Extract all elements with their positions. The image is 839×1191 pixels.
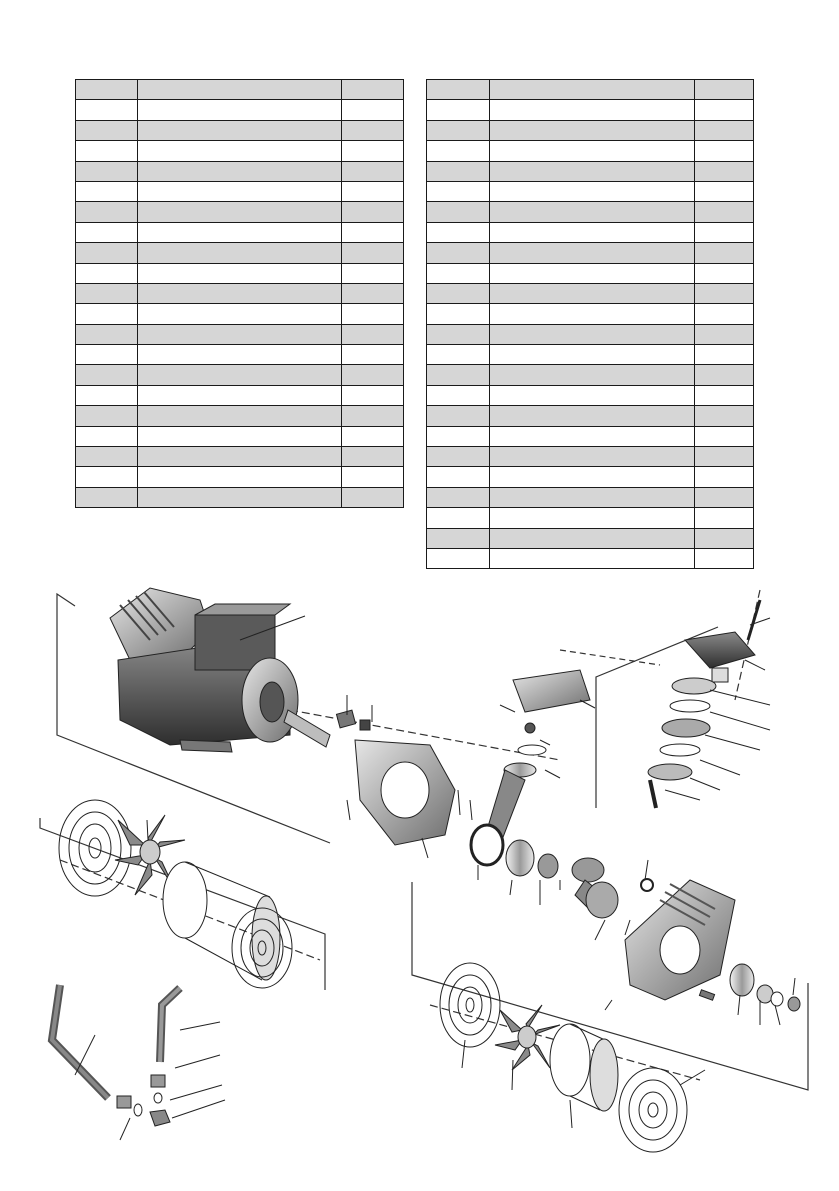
fan-guard-right-rear	[619, 1068, 687, 1152]
shroud-right	[550, 1024, 618, 1111]
fan-guard-right-front	[440, 963, 500, 1047]
fan-assembly-left	[59, 800, 292, 988]
shroud-left	[163, 862, 280, 980]
crankcase-front	[336, 710, 455, 845]
outlet-tubes	[52, 985, 180, 1126]
cylinder-head-stack	[648, 600, 760, 808]
piston-rod	[471, 670, 653, 918]
motor-assembly	[110, 588, 330, 752]
crankcase-rear	[625, 880, 800, 1011]
